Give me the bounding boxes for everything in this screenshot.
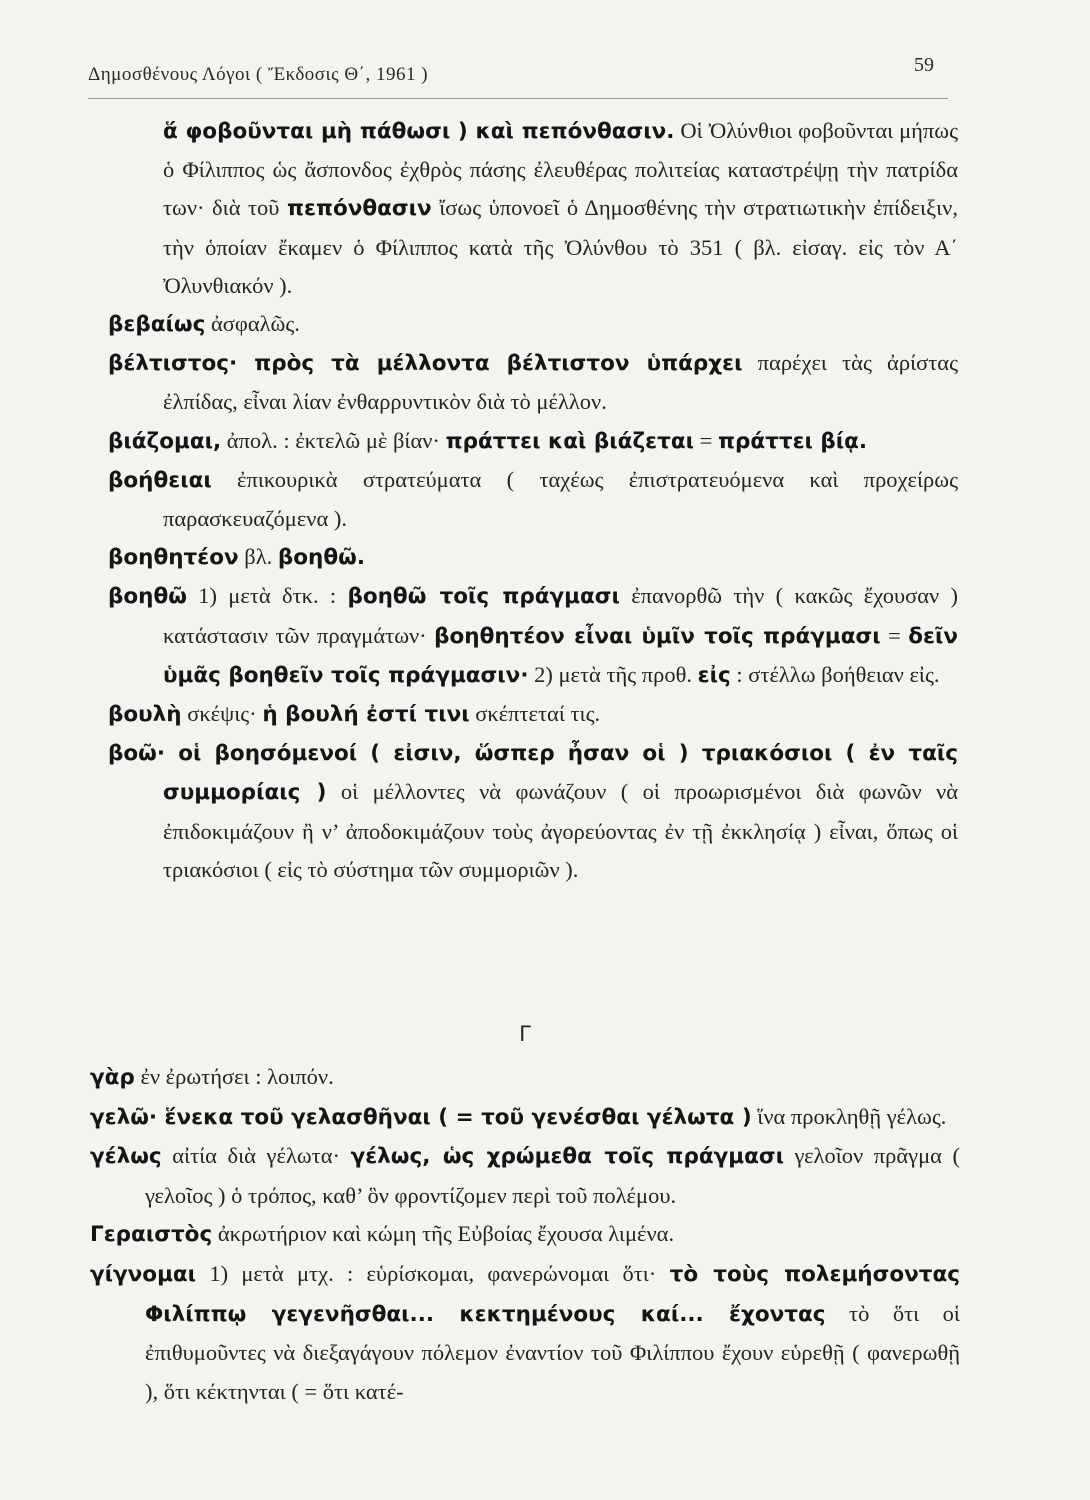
entry-headword: γελῶ· ἕνεκα τοῦ γελασθῆναι ( = τοῦ γενέσθαι γέλωτα ): [90, 1104, 752, 1130]
entry-gloss: ἵνα προκληθῇ γέλως.: [751, 1103, 947, 1129]
entry-gloss: ἐν ἐρωτήσει : λοιπόν.: [134, 1064, 334, 1089]
entry-gloss: ἐπικουρικὰ στρατεύματα ( ταχέως ἐπιστρατευόμενα καὶ προχείρως παρασκευαζόμενα ).: [163, 466, 958, 532]
entry-gloss: =: [880, 622, 909, 648]
entry-headword: πεπόνθασιν: [286, 196, 432, 222]
glossary-entry: [108, 422, 958, 461]
entry-headword: εἰς: [697, 662, 731, 688]
glossary-entry: [108, 461, 958, 538]
glossary-entry: [108, 305, 958, 344]
entry-headword: δεῖν ὑμᾶς βοηθεῖν τοῖς πράγμασιν·: [163, 623, 958, 688]
entry-gloss: 2) μετὰ τῆς προθ.: [528, 661, 698, 687]
page-number: 59: [914, 54, 934, 76]
entry-gloss: 1) μετὰ μτχ. : εὑρίσκομαι, φανερώνομαι ὅτι·: [196, 1260, 670, 1286]
entry-gloss: ἀκρωτήριον καὶ κώμη τῆς Εὐβοίας ἔχουσα λιμένα.: [212, 1221, 675, 1247]
entry-headword: βοηθῶ τοῖς πράγμασι: [347, 584, 620, 610]
glossary-entry: [108, 538, 958, 577]
entry-gloss: =: [694, 427, 718, 453]
glossary-entry: [90, 1215, 960, 1255]
entry-gloss: ἀσφαλῶς.: [205, 311, 300, 337]
entry-headword: γίγνομαι: [90, 1261, 197, 1287]
entry-headword: βουλὴ: [108, 702, 182, 728]
page-header: [88, 54, 948, 99]
entry-gloss: σκέπτεταί τις.: [469, 701, 601, 727]
entry-gloss: γελοῖον πρᾶγμα ( γελοῖος ) ὁ τρόπος, καθ’ ὃν φροντίζομεν περὶ τοῦ πολέμου.: [145, 1143, 960, 1208]
entry-headword: βέλτιστος· πρὸς τὰ μέλλοντα βέλτιστον ὑπάρχει: [108, 351, 743, 377]
glossary-entry: [90, 1255, 960, 1411]
glossary-entry: [108, 734, 958, 889]
glossary-entry: [90, 1058, 960, 1098]
glossary-entry: [108, 112, 958, 305]
glossary-section-beta: [108, 112, 958, 889]
glossary-entry: [108, 344, 958, 421]
entry-headword: βοήθειαι: [108, 467, 212, 493]
entry-gloss: βλ.: [238, 544, 278, 570]
entry-gloss: ἐπανορθῶ τὴν ( κακῶς ἔχουσαν ) κατάστασιν τῶν πραγμάτων·: [163, 583, 958, 648]
entry-headword: τὸ τοὺς πολεμήσοντας Φιλίππῳ γεγενῆσθαι... κεκτημένους καί... ἔχοντας: [145, 1261, 960, 1327]
entry-gloss: : στέλλω βοήθειαν εἰς.: [730, 661, 940, 687]
glossary-entry: [90, 1137, 960, 1215]
entry-headword: βοῶ· οἱ βοησόμενοί ( εἰσιν, ὥσπερ ἦσαν οἱ ) τριακόσιοι ( ἐν ταῖς συμμορίαις ): [108, 741, 958, 806]
entry-gloss: αἰτία διὰ γέλωτα·: [161, 1143, 351, 1169]
glossary-entry: [90, 1098, 960, 1138]
entry-headword: βοηθῶ.: [277, 545, 365, 571]
gamma-entries: [90, 1058, 960, 1411]
entry-gloss: 1) μετὰ δτκ. :: [186, 583, 348, 609]
entry-headword: ἡ βουλή ἐστί τινι: [262, 702, 470, 728]
entry-headword: πράττει καὶ βιάζεται: [445, 428, 694, 454]
entry-gloss: τὸ ὅτι οἱ ἐπιθυμοῦντες νὰ διεξαγάγουν πόλεμον ἐναντίον τοῦ Φιλίππου ἔχουν εὑρεθῇ ( φανερωθῇ ), ὅτι κέκτηνται ( = ὅτι κατέ-: [145, 1300, 960, 1404]
entry-gloss: παρέχει τὰς ἀρίστας ἐλπίδας, εἶναι λίαν ἐνθαρρυντικὸν διὰ τὸ μέλλον.: [163, 350, 958, 415]
entry-headword: βοηθητέον: [108, 545, 239, 571]
entry-gloss: Οἱ Ὀλύνθιοι φοβοῦνται μήπως ὁ Φίλιππος ὡς ἄσπονδος ἐχθρὸς πάσης ἐλευθέρας πολιτείας καταστρέψῃ τὴν πατρίδα των· διὰ τοῦ: [163, 118, 958, 221]
entry-gloss: ἀπολ. : ἐκτελῶ μὲ βίαν·: [221, 427, 446, 453]
glossary-section-gamma: [90, 1006, 960, 1411]
entry-headword: γέλως, ὡς χρώμεθα τοῖς πράγμασι: [350, 1144, 784, 1170]
glossary-entry: [108, 695, 958, 734]
entry-headword: βοηθητέον εἶναι ὑμῖν τοῖς πράγμασι: [434, 623, 881, 649]
running-head: Δημοσθένους Λόγοι ( Ἔκδοσις Θ΄, 1961 ): [88, 64, 429, 85]
entry-headword: βιάζομαι,: [108, 428, 222, 454]
entry-headword: Γεραιστὸς: [90, 1222, 213, 1248]
entry-headword: βεβαίως: [108, 312, 206, 338]
entry-headword: ἅ φοβοῦνται μὴ πάθωσι ) καὶ πεπόνθασιν.: [163, 119, 675, 144]
entry-gloss: ἴσως ὑπονοεῖ ὁ Δημοσθένης τὴν στρατιωτικὴν ἐπίδειξιν, τὴν ὁποίαν ἔκαμεν ὁ Φίλιππος κατὰ τῆς Ὀλύνθου τὸ 351 ( βλ. εἰσαγ. εἰς τὸν Α΄ Ὀλυνθιακόν ).: [163, 195, 958, 298]
section-letter: Γ: [519, 1022, 531, 1046]
entry-headword: βοηθῶ: [108, 584, 187, 610]
entry-headword: γέλως: [90, 1144, 162, 1170]
entry-gloss: οἱ μέλλοντες νὰ φωνάζουν ( οἱ προωρισμένοι διὰ φωνῶν νὰ ἐπιδοκιμάζουν ἢ ν’ ἀποδοκιμάζουν τοὺς ἀγορεύοντας ἐν τῇ ἐκκλησίᾳ ) εἶναι, ὅπως οἱ τριακόσιοι ( εἰς τὸ σύστημα τῶν συμμοριῶν ).: [163, 779, 958, 882]
entry-headword: πράττει βίᾳ.: [717, 428, 868, 454]
glossary-entry: [108, 577, 958, 695]
entry-headword: γὰρ: [90, 1065, 135, 1090]
entry-gloss: σκέψις·: [181, 701, 263, 727]
